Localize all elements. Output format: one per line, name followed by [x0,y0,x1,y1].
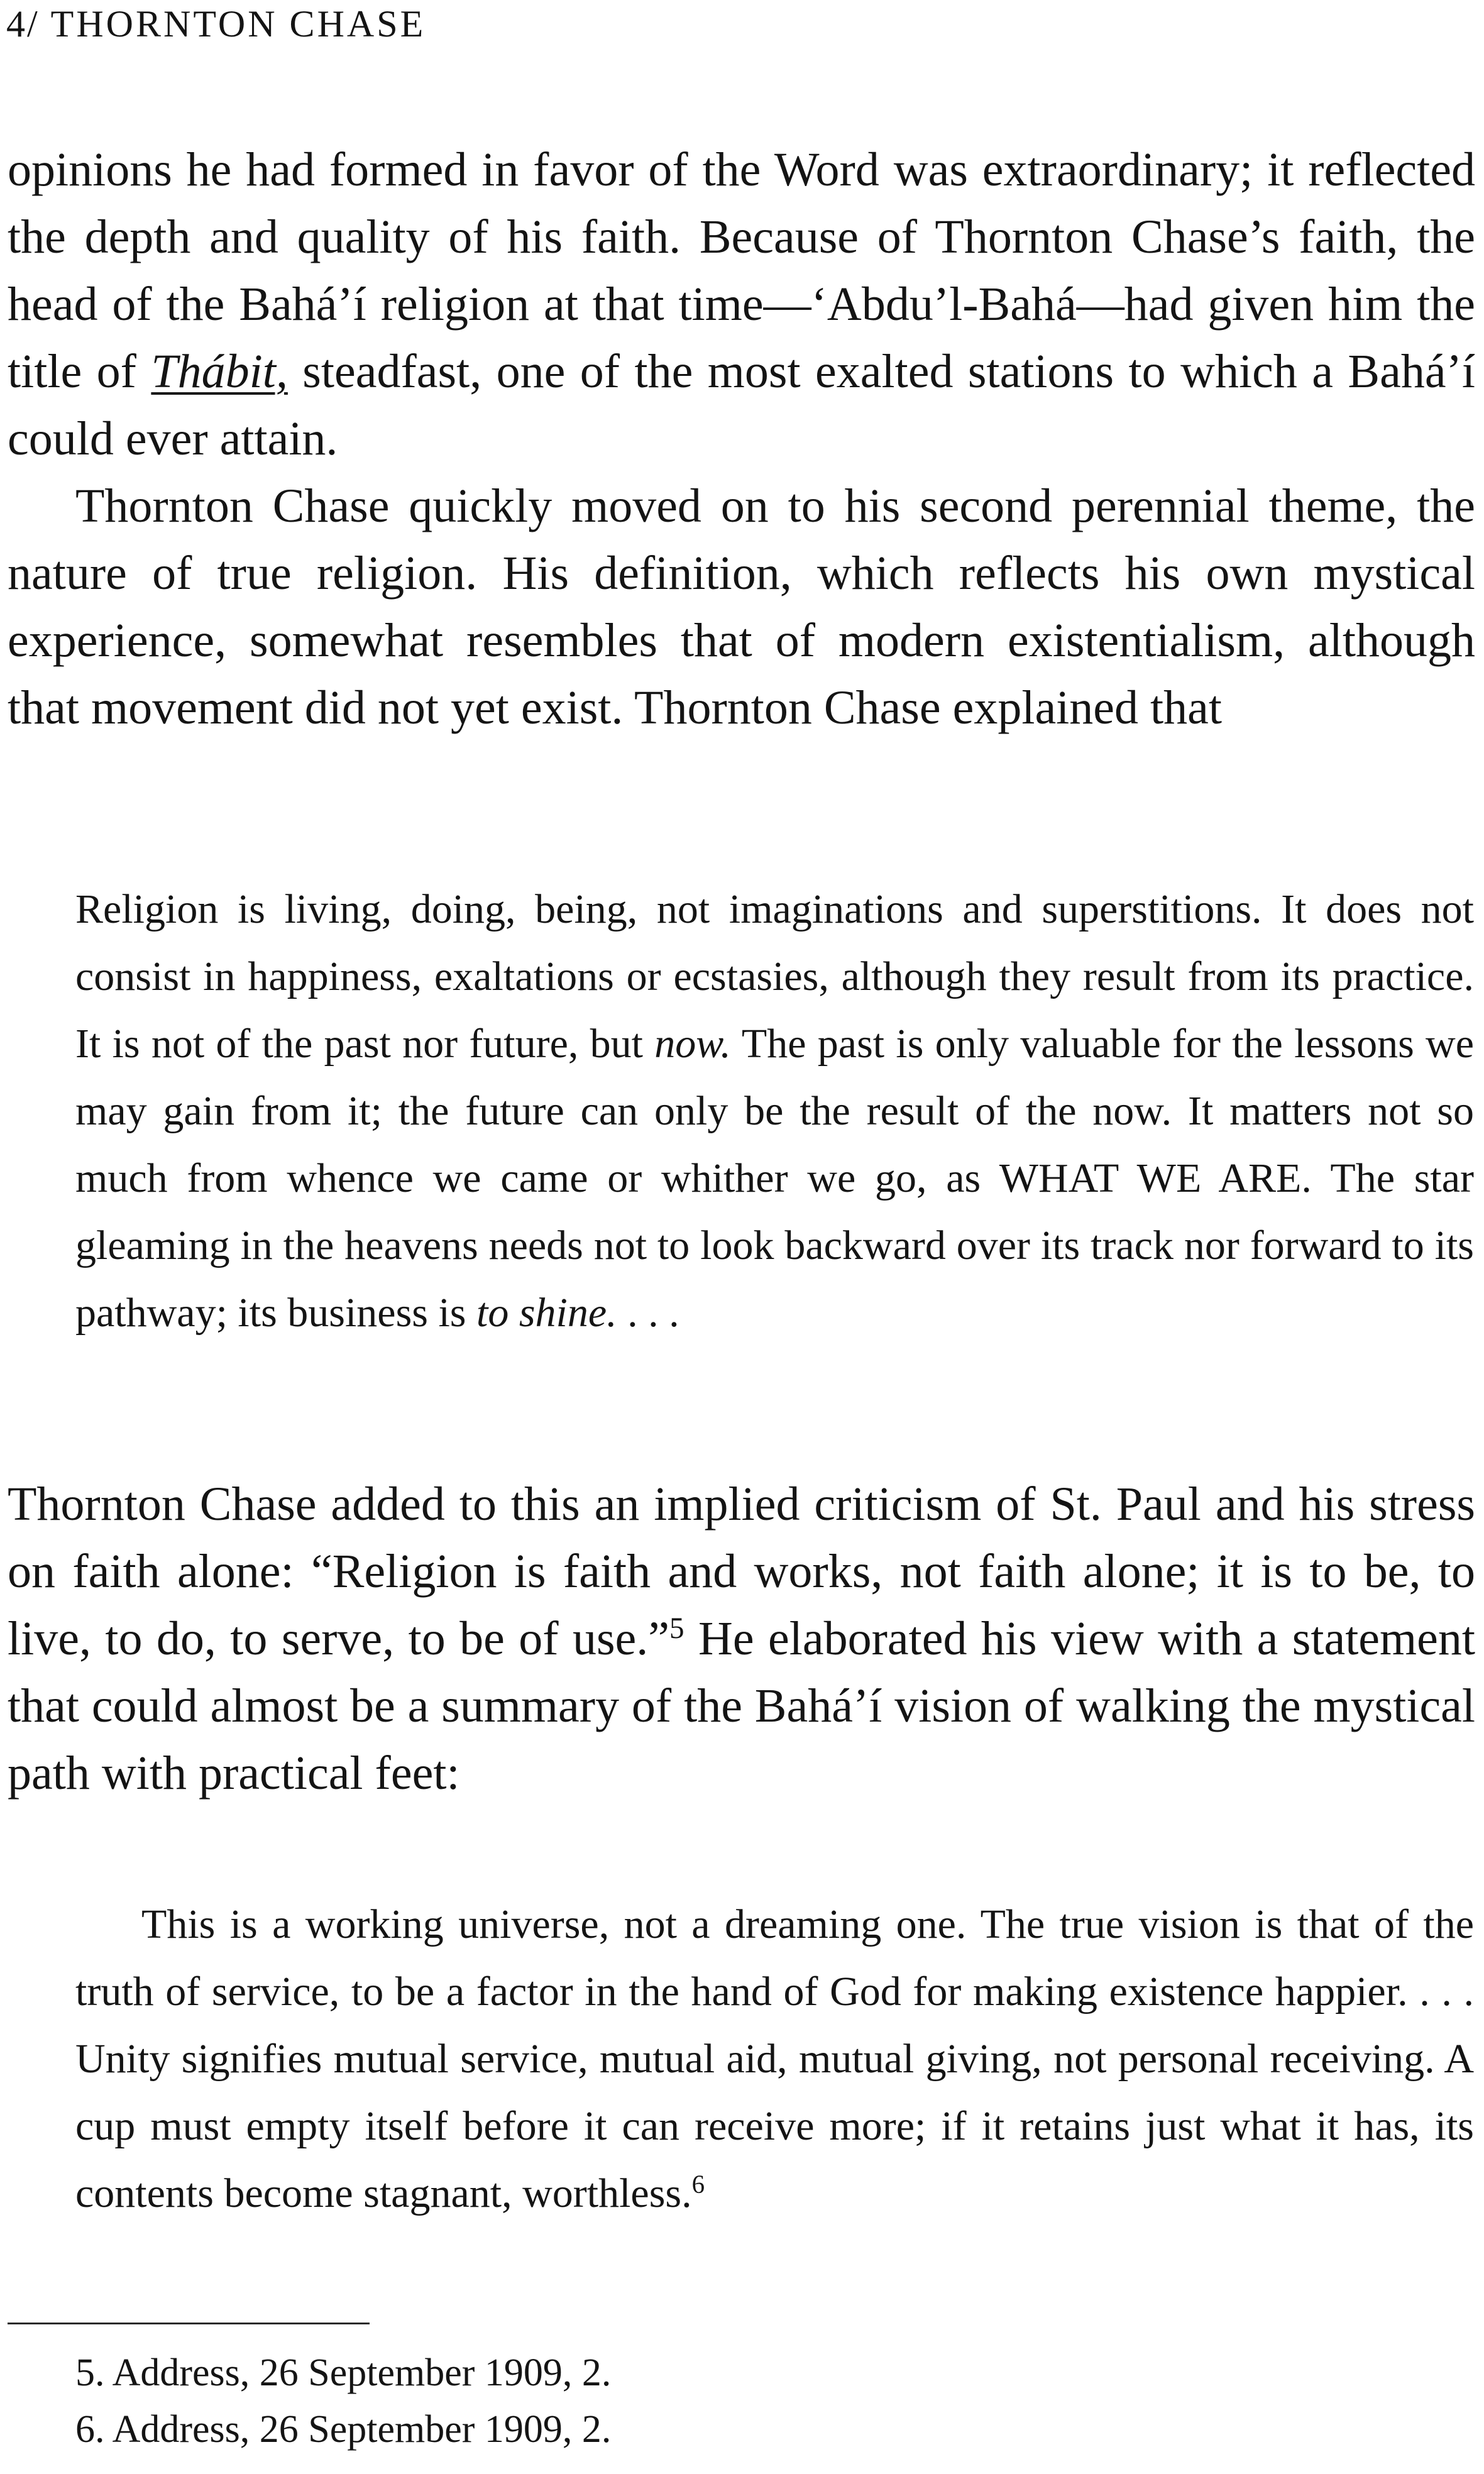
paragraph-3-text-b: He elaborated his view with a statement that could almost be a summary of the Bahá’í vision of walking the mystical path with practical feet: [8,1612,1475,1800]
paragraph-2: Thornton Chase quickly moved on to his second perennial theme, the nature of true religion. His definition, which reflects his own mystical experience, somewhat resembles that of modern existentialism, although that movement did not yet exist. Thornton Chase explained that [8,480,1475,734]
footnote-ref-5: 5 [669,1612,684,1646]
quote-1-shine: to shine. [476,1290,617,1336]
paragraph-1 [8,136,1475,742]
quote-1-text-b: The past is only valuable for the lessons we may gain from it; the future can only be the result of the now. It matters not so much from whence we came or whither we go, as WHAT WE ARE. The star gleaming in the heavens needs not to look backward over its track nor forward to its pathway; its business is [75,1021,1474,1336]
title-thabit: Thábit, [151,345,288,398]
block-quote-1 [75,876,1474,1346]
paragraph-1-text-a: opinions he had formed in favor of the Word was extraordinary; it reflected the depth and quality of his faith. Because of Thornton Chase’s faith, the head of the Bahá’í religion at that time—‘Abdu’l-Bahá—had given him the title of [8,143,1475,398]
page-number: 4/ [6,3,40,45]
paragraph-3-text-a: Thornton Chase added to this an implied criticism of St. Paul and his stress on faith alone: “Religion is faith and works, not faith alone; it is to be, to live, to do, to serve, to be of use.” [8,1478,1475,1665]
running-head [6,3,426,46]
quote-1-text-a: Religion is living, doing, being, not imaginations and superstitions. It does not consist in happiness, exaltations or ecstasies, although they result from its practice. It is not of the past nor future, but [75,886,1474,1067]
block-quote-2 [75,1891,1474,2227]
running-title: THORNTON CHASE [50,3,426,45]
footnote-5: 5. Address, 26 September 1909, 2. [75,2351,612,2394]
paragraph-3 [8,1471,1475,1807]
footnote-6: 6. Address, 26 September 1909, 2. [75,2408,612,2451]
footnote-divider [8,2323,370,2324]
paragraph-1-text-b: steadfast, one of the most exalted stations to which a Bahá’í could ever attain. [8,345,1475,465]
footnote-ref-6: 6 [691,2170,705,2199]
quote-1-now: now. [654,1021,731,1067]
quote-2-text: This is a working universe, not a dreaming one. The true vision is that of the truth of service, to be a factor in the hand of God for making existence happier. . . . Unity signifies mutual service, mutual aid, mutual giving, not personal receiving. A cup must empty itself before it can receive more; if it retains just what it has, its contents become stagnant, worthless. [75,1901,1474,2216]
footnotes [75,2345,611,2458]
quote-1-ellipsis: . . . [617,1290,679,1336]
